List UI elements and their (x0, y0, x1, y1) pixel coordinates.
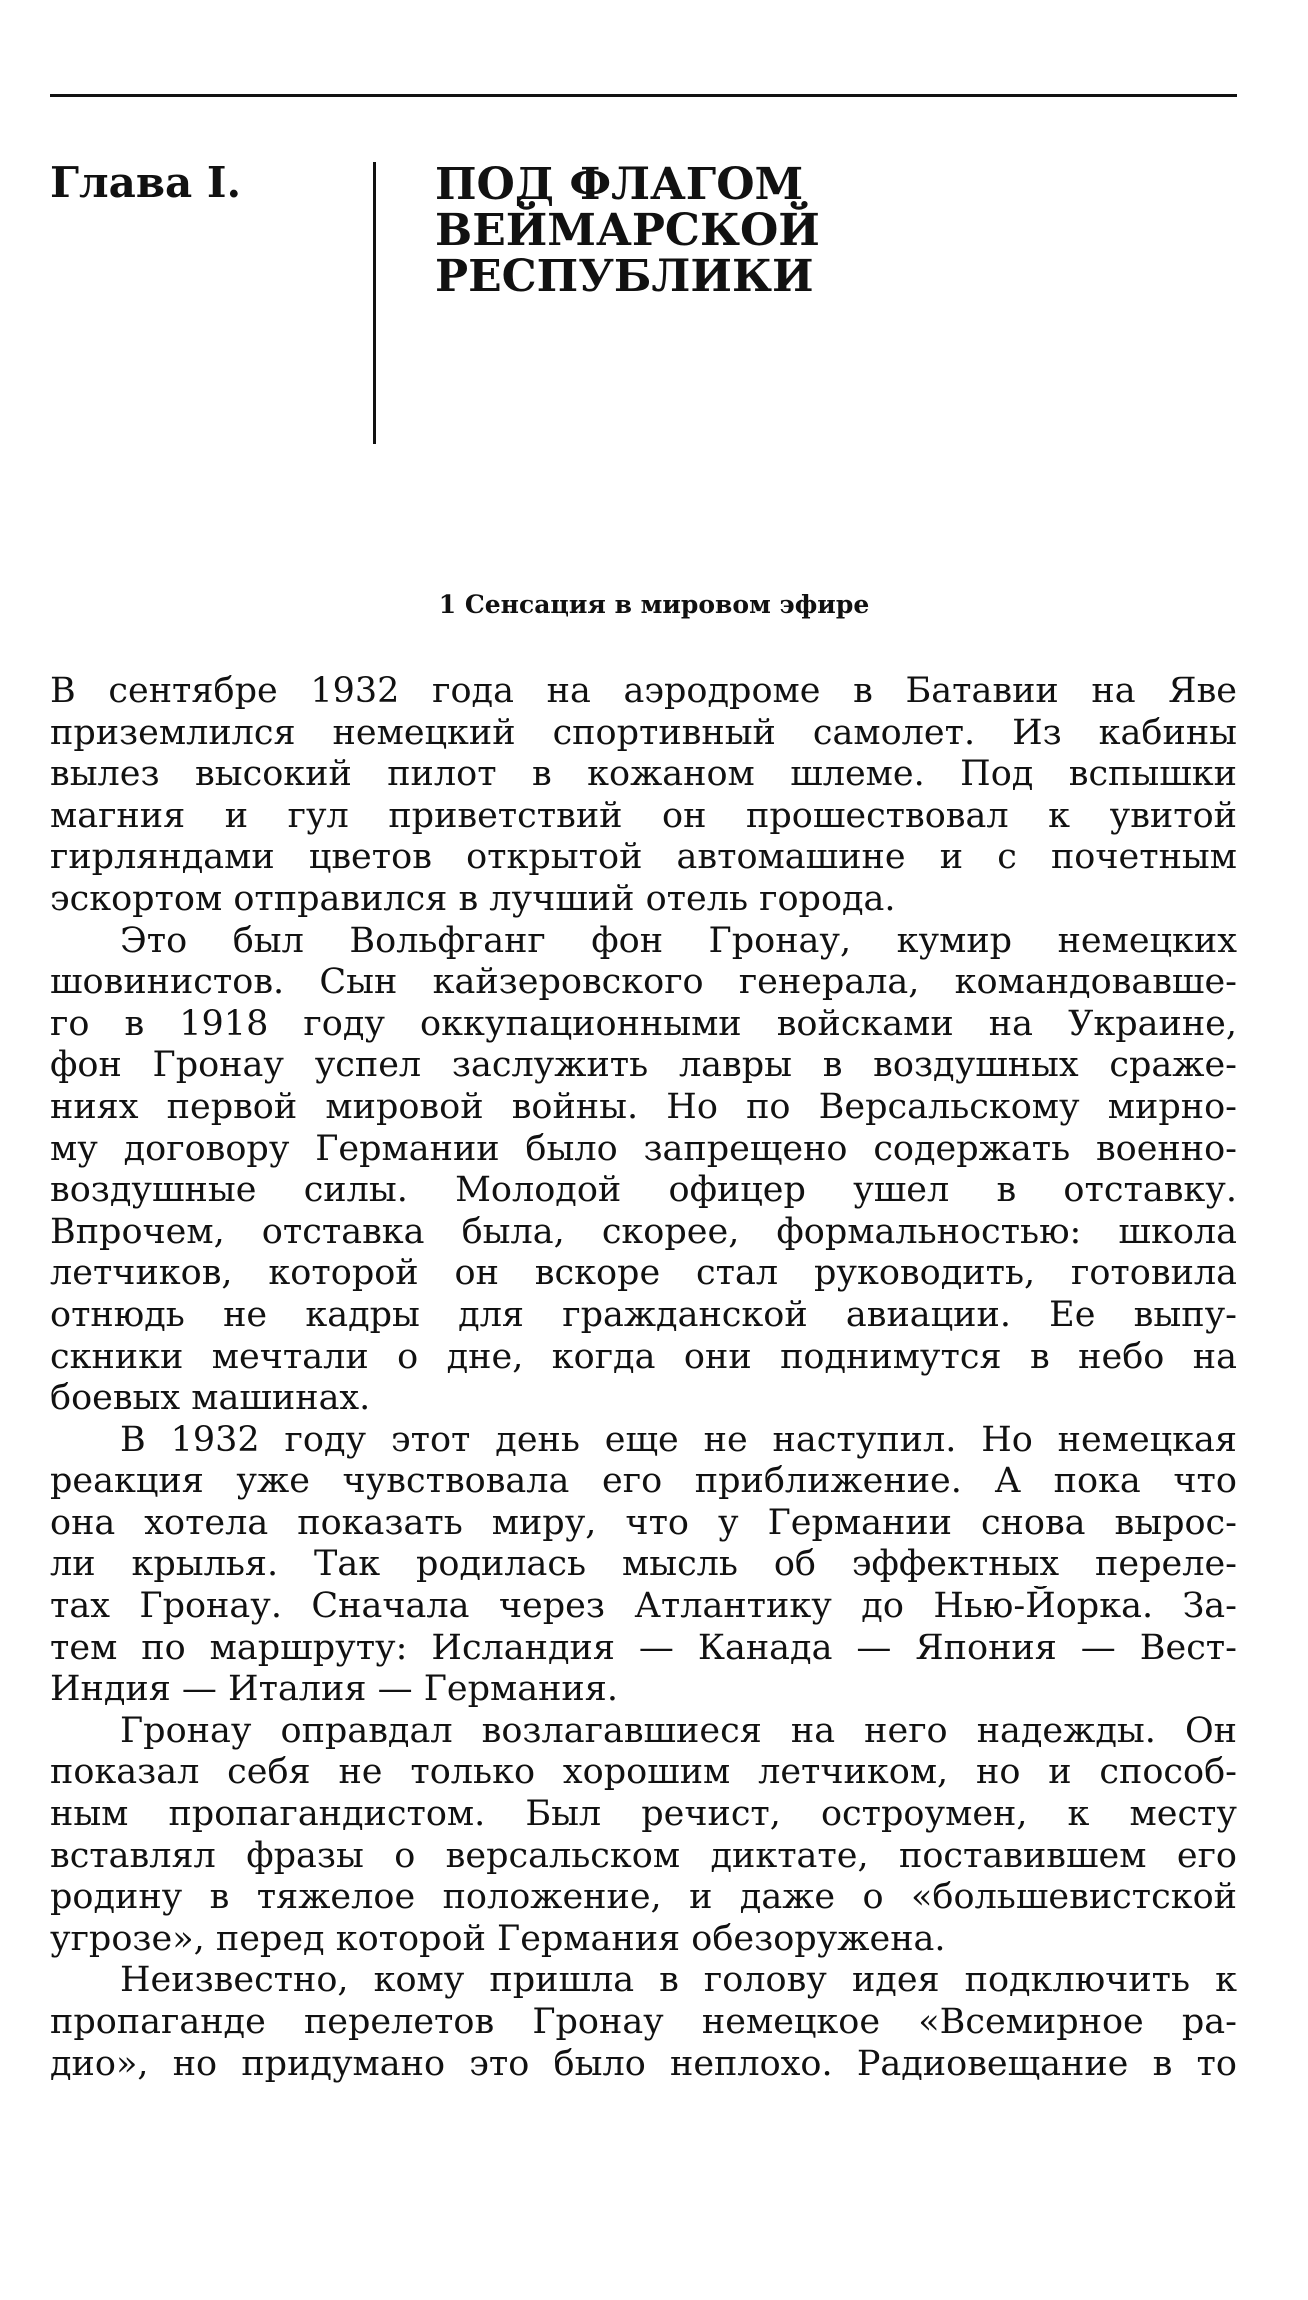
chapter-title-line: ВЕЙМАРСКОЙ (435, 205, 820, 256)
text-line: приземлился немецкий спортивный самолет. Из кабины (50, 712, 1237, 753)
text-line: реакция уже чувствовала его приближение. А пока что (50, 1461, 1237, 1502)
text-line: В сентябре 1932 года на аэродроме в Батавии на Яве (50, 671, 1237, 711)
chapter-header (50, 158, 1237, 452)
section-heading: 1 Сенсация в мировом эфире (438, 590, 870, 619)
text-line: гирляндами цветов открытой автомашине и с почетным (50, 837, 1237, 878)
text-line: шовинистов. Сын кайзеровского генерала, командовавше- (50, 962, 1237, 1003)
text-line: угрозе», перед которой Германия обезоружена. (50, 1918, 946, 1959)
text-line: Гронау оправдал возлагавшиеся на него надежды. Он (120, 1710, 1237, 1751)
text-line: Это был Вольфганг фон Гронау, кумир немецких (120, 920, 1237, 961)
text-line: летчиков, которой он вскоре стал руководить, готовила (50, 1253, 1237, 1294)
text-line: она хотела показать миру, что у Германии снова вырос- (50, 1502, 1237, 1543)
text-line: эскортом отправился в лучший отель города. (50, 878, 896, 919)
text-line: боевых машинах. (50, 1378, 371, 1419)
text-line: показал себя не только хорошим летчиком, но и способ- (50, 1752, 1237, 1793)
chapter-label: Глава I. (50, 158, 242, 207)
text-line: фон Гронау успел заслужить лавры в воздушных сраже- (50, 1045, 1237, 1086)
text-line: го в 1918 году оккупационными войсками на Украине, (50, 1003, 1237, 1044)
text-line: скники мечтали о дне, когда они поднимутся в небо на (50, 1336, 1237, 1377)
paragraph-2 (50, 921, 1237, 1420)
text-line: В 1932 году этот день еще не наступил. Но немецкая (120, 1419, 1237, 1460)
text-line: вставлял фразы о версальском диктате, поставившем его (50, 1835, 1237, 1876)
text-line: пропаганде перелетов Гронау немецкое «Всемирное ра- (50, 2002, 1237, 2042)
text-line: воздушные силы. Молодой офицер ушел в отставку. (50, 1170, 1237, 1211)
chapter-vertical-divider (373, 162, 376, 444)
chapter-title-line: РЕСПУБЛИКИ (435, 251, 814, 302)
text-line: магния и гул приветствий он прошествовал к увитой (50, 795, 1237, 836)
text-line: дио», но придумано это было неплохо. Радиовещание в то (50, 2043, 1237, 2084)
text-line: му договору Германии было запрещено содержать военно- (50, 1128, 1237, 1169)
text-line: Индия — Италия — Германия. (50, 1669, 618, 1710)
text-line: отнюдь не кадры для гражданской авиации. Ее выпу- (50, 1294, 1237, 1335)
text-line: тем по маршруту: Исландия — Канада — Япония — Вест- (50, 1627, 1237, 1668)
paragraph-1 (50, 671, 1237, 921)
text-line: ниях первой мировой войны. Но по Версальскому мирно- (50, 1086, 1237, 1127)
text-line: Впрочем, отставка была, скорее, формальностью: школа (50, 1211, 1237, 1252)
chapter-title-line: ПОД ФЛАГОМ (435, 159, 804, 210)
text-line: Неизвестно, кому пришла в голову идея подключить к (120, 1960, 1237, 2001)
text-line: ли крылья. Так родилась мысль об эффектных переле- (50, 1544, 1237, 1585)
text-line: тах Гронау. Сначала через Атлантику до Нью-Йорка. За- (50, 1586, 1237, 1627)
body-text (50, 671, 1237, 2085)
paragraph-5 (50, 1960, 1237, 2085)
text-line: ным пропагандистом. Был речист, остроумен, к месту (50, 1794, 1237, 1835)
text-line: вылез высокий пилот в кожаном шлеме. Под вспышки (50, 754, 1237, 795)
chapter-title (435, 159, 1085, 302)
top-rule-divider (50, 94, 1237, 97)
paragraph-3 (50, 1420, 1237, 1711)
text-line: родину в тяжелое положение, и даже о «большевистской (50, 1877, 1237, 1918)
paragraph-4 (50, 1711, 1237, 1961)
